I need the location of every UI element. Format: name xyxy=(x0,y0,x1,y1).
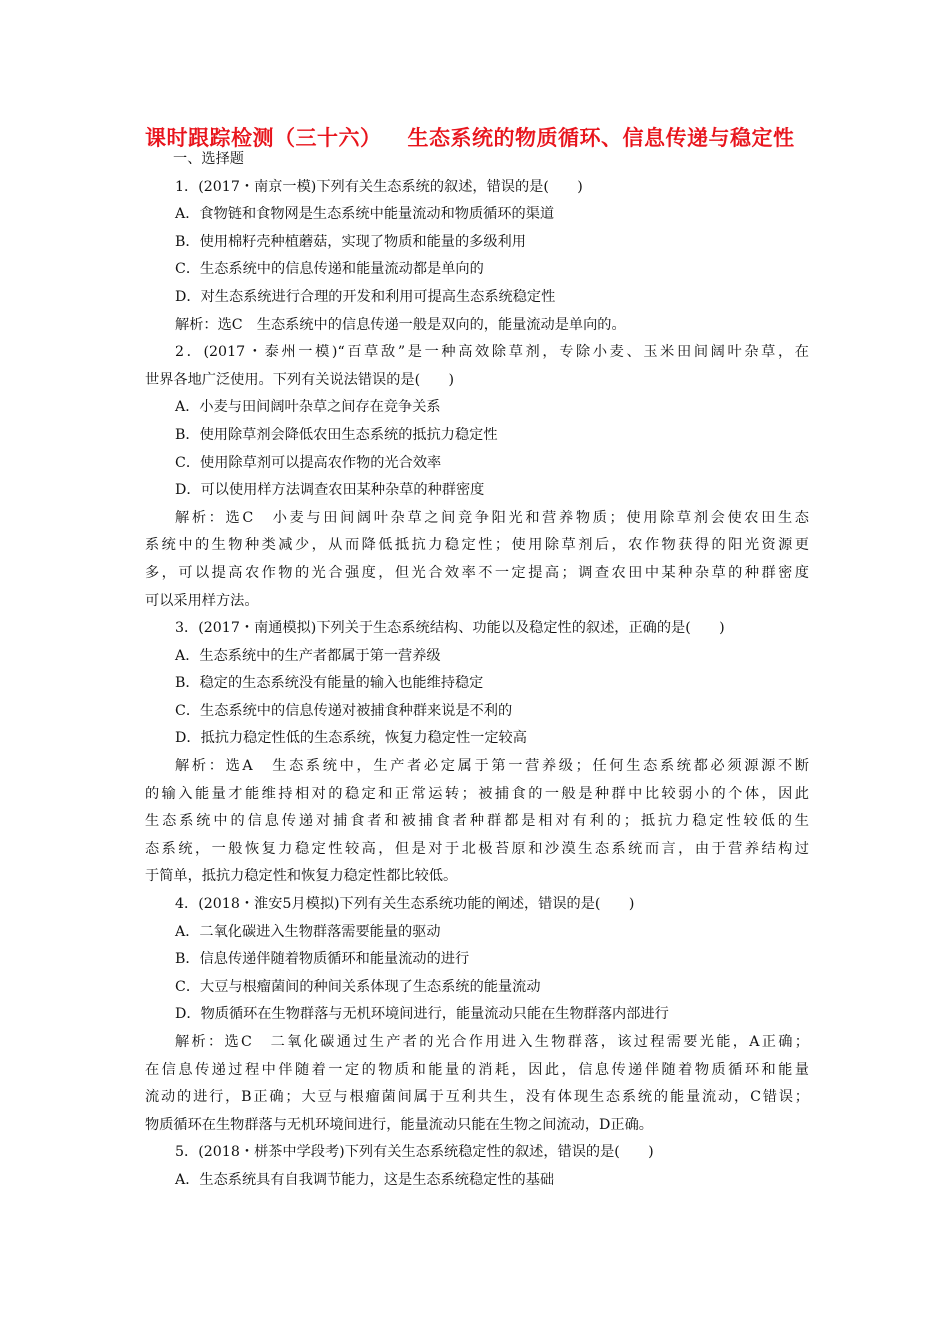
option-b: B．使用除草剂会降低农田生态系统的抵抗力稳定性 xyxy=(175,426,498,443)
analysis-cont: 多，可以提高农作物的光合强度，但光合效率不一定提高；调查农田中某种杂草的种群密度 xyxy=(145,564,809,581)
option-d: D．可以使用样方法调查农田某种杂草的种群密度 xyxy=(175,482,485,499)
analysis-cont: 在信息传递过程中伴随着一定的物质和能量的消耗，因此，信息传递伴随着物质循环和能量 xyxy=(145,1061,809,1078)
question-4 xyxy=(145,891,809,1139)
question-stem: 3．(2017・南通模拟)下列关于生态系统结构、功能以及稳定性的叙述，正确的是( ) xyxy=(175,620,725,637)
analysis-cont: 流动的进行，B正确；大豆与根瘤菌间属于互利共生，没有体现生态系统的能量流动，C错误； xyxy=(145,1089,809,1106)
option-b: B．稳定的生态系统没有能量的输入也能维持稳定 xyxy=(175,675,484,692)
option-c: C．生态系统中的信息传递和能量流动都是单向的 xyxy=(175,261,484,278)
analysis: 解析：选C 二氧化碳通过生产者的光合作用进入生物群落，该过程需要光能，A正确； xyxy=(175,1034,809,1050)
section-heading: 一、选择题 xyxy=(173,151,244,167)
analysis: 解析：选C 小麦与田间阔叶杂草之间竞争阳光和营养物质；使用除草剂会使农田生态 xyxy=(175,509,809,526)
question-stem: 1．(2017・南京一模)下列有关生态系统的叙述，错误的是( ) xyxy=(175,178,583,195)
option-d: D．物质循环在生物群落与无机环境间进行，能量流动只能在生物群落内部进行 xyxy=(175,1006,669,1023)
option-a: A．二氧化碳进入生物群落需要能量的驱动 xyxy=(175,923,441,940)
option-a: A．生态系统具有自我调节能力，这是生态系统稳定性的基础 xyxy=(175,1171,555,1188)
option-c: C．生态系统中的信息传递对被捕食种群来说是不利的 xyxy=(175,702,513,719)
title-topic: 生态系统的物质循环、信息传递与稳定性 xyxy=(407,126,795,150)
question-1 xyxy=(145,174,809,340)
question-stem: 4．(2018・淮安5月模拟)下列有关生态系统功能的阐述，错误的是( ) xyxy=(175,896,635,913)
analysis: 解析：选A 生态系统中，生产者必定属于第一营养级；任何生态系统都必须源源不断 xyxy=(175,758,809,775)
question-stem-cont: 世界各地广泛使用。下列有关说法错误的是( ) xyxy=(145,371,455,388)
option-d: D．对生态系统进行合理的开发和利用可提高生态系统稳定性 xyxy=(175,288,556,305)
analysis-cont: 态系统，一般恢复力稳定性较高，但是对于北极苔原和沙漠生态系统而言，由于营养结构过 xyxy=(145,840,809,857)
analysis-cont: 物质循环在生物群落与无机环境间进行，能量流动只能在生物之间流动，D正确。 xyxy=(145,1116,653,1133)
title-main: 课时跟踪检测（三十六） xyxy=(145,126,382,150)
question-stem: 2．(2017・泰州一模)“百草敌”是一种高效除草剂，专除小麦、玉米田间阔叶杂草，在 xyxy=(175,344,809,361)
analysis-cont: 生态系统中的信息传递对捕食者和被捕食者种群都是相对有利的；抵抗力稳定性较低的生 xyxy=(145,813,809,830)
option-b: B．使用棉籽壳种植蘑菇，实现了物质和能量的多级利用 xyxy=(175,233,526,250)
option-a: A．小麦与田间阔叶杂草之间存在竞争关系 xyxy=(175,399,441,416)
option-a: A．生态系统中的生产者都属于第一营养级 xyxy=(175,647,441,664)
question-5 xyxy=(145,1139,809,1194)
analysis-cont: 的输入能量才能维持相对的稳定和正常运转；被捕食的一般是种群中比较弱小的个体，因此 xyxy=(145,785,809,802)
option-c: C．大豆与根瘤菌间的种间关系体现了生态系统的能量流动 xyxy=(175,978,541,995)
document-body xyxy=(145,146,809,1195)
question-stem: 5．(2018・栟茶中学段考)下列有关生态系统稳定性的叙述，错误的是( ) xyxy=(175,1144,654,1161)
option-d: D．抵抗力稳定性低的生态系统，恢复力稳定性一定较高 xyxy=(175,730,527,747)
question-3 xyxy=(145,615,809,891)
question-2 xyxy=(145,339,809,615)
analysis: 解析：选C 生态系统中的信息传递一般是双向的，能量流动是单向的。 xyxy=(175,316,626,333)
analysis-cont: 于简单，抵抗力稳定性和恢复力稳定性都比较低。 xyxy=(145,868,458,885)
option-a: A．食物链和食物网是生态系统中能量流动和物质循环的渠道 xyxy=(175,206,555,223)
analysis-cont: 系统中的生物种类减少，从而降低抵抗力稳定性；使用除草剂后，农作物获得的阳光资源更 xyxy=(145,537,809,554)
analysis-cont: 可以采用样方法。 xyxy=(145,592,259,609)
option-c: C．使用除草剂可以提高农作物的光合效率 xyxy=(175,454,442,471)
option-b: B．信息传递伴随着物质循环和能量流动的进行 xyxy=(175,951,470,968)
